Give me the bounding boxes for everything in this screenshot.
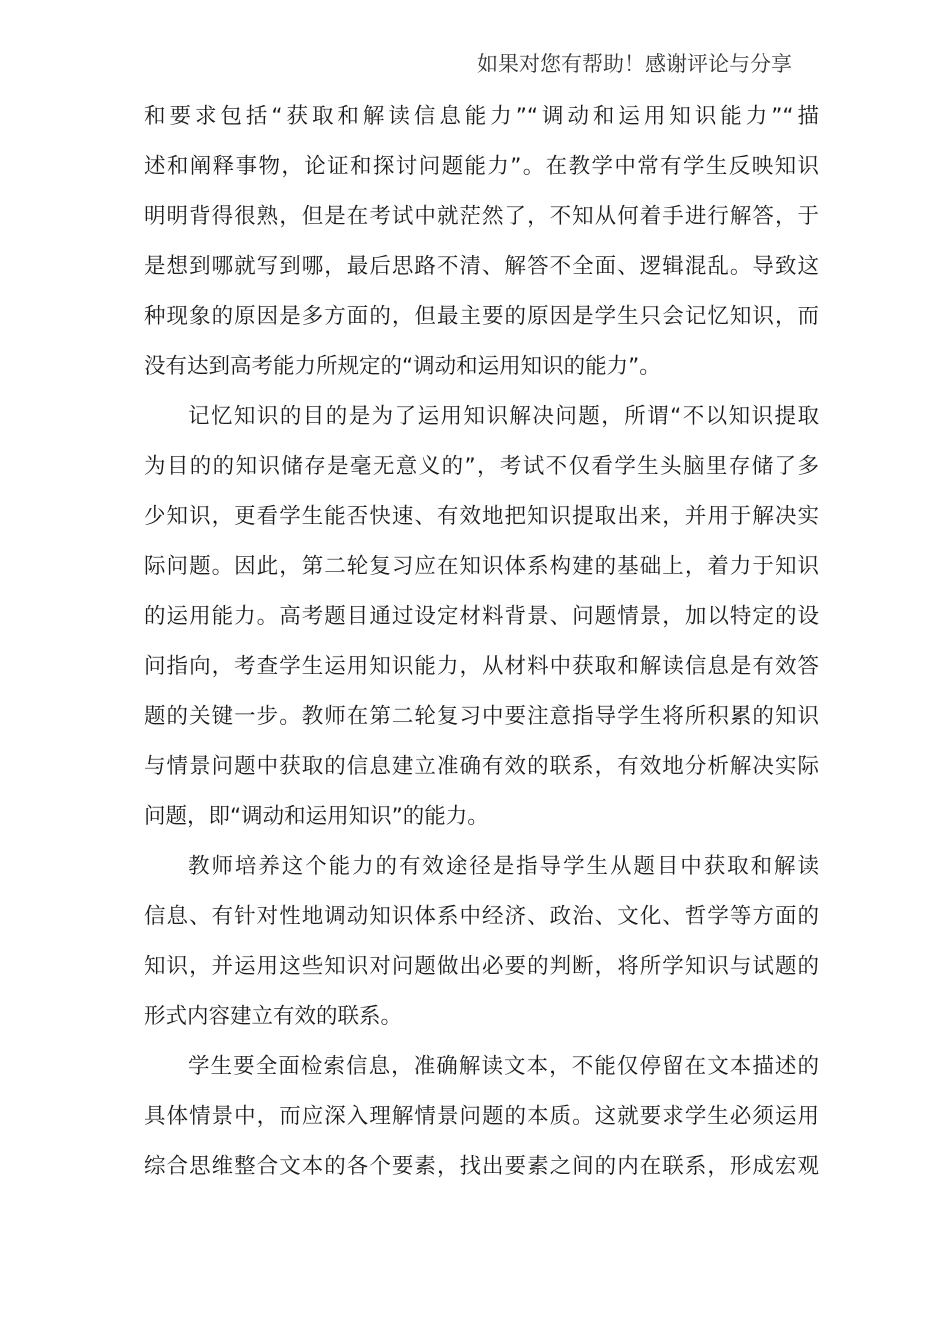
text-line: 知识，并运用这些知识对问题做出必要的判断，将所学知识与试题的 xyxy=(144,954,819,979)
paragraph-first-line: 教师培养这个能力的有效途径是指导学生从题目中获取和解读 xyxy=(188,854,819,879)
text-line: 综合思维整合文本的各个要素，找出要素之间的内在联系，形成宏观 xyxy=(144,1154,819,1179)
text-line: 具体情景中，而应深入理解情景问题的本质。这就要求学生必须运用 xyxy=(144,1104,819,1129)
document-body xyxy=(144,92,819,1192)
text-line: 与情景问题中获取的信息建立准确有效的联系，有效地分析解决实际 xyxy=(144,754,819,779)
text-line: 述和阐释事物，论证和探讨问题能力”。在教学中常有学生反映知识 xyxy=(144,154,819,179)
text-line: 题的关键一步。教师在第二轮复习中要注意指导学生将所积累的知识 xyxy=(144,704,819,729)
text-line: 形式内容建立有效的联系。 xyxy=(144,1004,403,1029)
text-line: 没有达到高考能力所规定的“调动和运用知识的能力”。 xyxy=(144,354,661,379)
text-line: 种现象的原因是多方面的，但最主要的原因是学生只会记忆知识，而 xyxy=(144,304,819,329)
text-line: 信息、有针对性地调动知识体系中经济、政治、文化、哲学等方面的 xyxy=(144,904,819,929)
text-line: 问指向，考查学生运用知识能力，从材料中获取和解读信息是有效答 xyxy=(144,654,819,679)
paragraph-first-line: 记忆知识的目的是为了运用知识解决问题，所谓“不以知识提取 xyxy=(188,404,819,429)
text-line: 际问题。因此，第二轮复习应在知识体系构建的基础上，着力于知识 xyxy=(144,554,819,579)
text-line: 的运用能力。高考题目通过设定材料背景、问题情景，加以特定的设 xyxy=(144,604,819,629)
text-line: 和要求包括“获取和解读信息能力”“调动和运用知识能力”“描 xyxy=(144,104,819,129)
text-line: 问题，即“调动和运用知识”的能力。 xyxy=(144,804,489,829)
page-header-note: 如果对您有帮助！感谢评论与分享 xyxy=(477,52,792,76)
text-line: 是想到哪就写到哪，最后思路不清、解答不全面、逻辑混乱。导致这 xyxy=(144,254,819,279)
text-line: 少知识，更看学生能否快速、有效地把知识提取出来，并用于解决实 xyxy=(144,504,819,529)
text-line: 明明背得很熟，但是在考试中就茫然了，不知从何着手进行解答，于 xyxy=(144,204,819,229)
paragraph-first-line: 学生要全面检索信息，准确解读文本，不能仅停留在文本描述的 xyxy=(188,1054,819,1079)
text-line: 为目的的知识储存是毫无意义的”，考试不仅看学生头脑里存储了多 xyxy=(144,454,819,479)
